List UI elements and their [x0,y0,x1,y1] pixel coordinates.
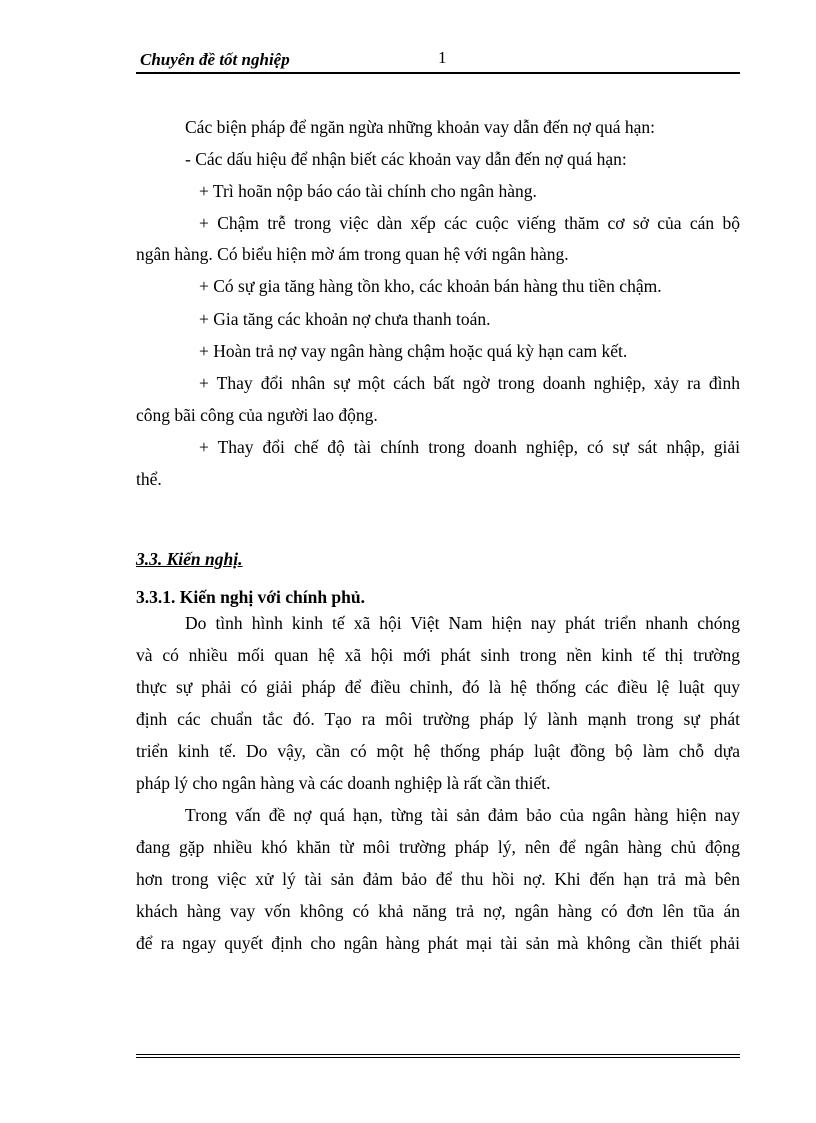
paragraph-line: để ra ngay quyết định cho ngân hàng phát mại tài sản mà không cần thiết phải [136,933,740,953]
paragraph-line: hơn trong việc xử lý tài sản đảm bảo để thu hồi nợ. Khi đến hạn trả mà bên [136,869,740,889]
paragraph-line: thực sự phải có giải pháp để điều chỉnh, đó là hệ thống các điều lệ luật quy [136,677,740,697]
paragraph-line: đang gặp nhiều khó khăn từ môi trường pháp lý, nên để ngân hàng chủ động [136,837,740,857]
body-line: + Chậm trễ trong việc dàn xếp các cuộc viếng thăm cơ sở của cán bộ [199,213,740,233]
body-line: + Thay đổi chế độ tài chính trong doanh nghiệp, có sự sát nhập, giải [199,437,740,457]
paragraph-line: định các chuẩn tắc đó. Tạo ra môi trường pháp lý lành mạnh trong sự phát [136,709,740,729]
body-line: + Trì hoãn nộp báo cáo tài chính cho ngân hàng. [199,181,537,201]
body-line: + Thay đổi nhân sự một cách bất ngờ trong doanh nghiệp, xảy ra đình [199,373,740,393]
paragraph-line: Trong vấn đề nợ quá hạn, từng tài sản đảm bảo của ngân hàng hiện nay [185,805,740,825]
body-line: + Có sự gia tăng hàng tồn kho, các khoản bán hàng thu tiền chậm. [199,276,662,296]
body-line: Các biện pháp để ngăn ngừa những khoản vay dẫn đến nợ quá hạn: [185,117,655,137]
paragraph-line: và có nhiều mối quan hệ xã hội mới phát sinh trong nền kinh tế thị trường [136,645,740,665]
document-title: Chuyên đề tốt nghiệp [140,50,290,69]
paragraph-line: khách hàng vay vốn không có khả năng trả nợ, ngân hàng có đơn lên tũa án [136,901,740,921]
paragraph-line: triển kinh tế. Do vậy, cần có một hệ thống pháp luật đồng bộ làm chỗ dựa [136,741,740,761]
body-line: thể. [136,469,162,489]
header-rule [136,72,740,74]
footer-rule [136,1054,740,1055]
subsection-heading: 3.3.1. Kiến nghị với chính phủ. [136,587,366,607]
section-heading: 3.3. Kiến nghị. [136,549,243,569]
page-number: 1 [438,48,447,67]
body-line: - Các dấu hiệu để nhận biết các khoản vay dẫn đến nợ quá hạn: [185,149,627,169]
page-header [136,48,740,72]
body-line: công bãi công của người lao động. [136,405,378,425]
body-line: + Gia tăng các khoản nợ chưa thanh toán. [199,309,491,329]
paragraph-line: pháp lý cho ngân hàng và các doanh nghiệp là rất cần thiết. [136,773,551,793]
footer-rule [136,1057,740,1058]
body-line: ngân hàng. Có biểu hiện mờ ám trong quan hệ với ngân hàng. [136,244,569,264]
body-line: + Hoàn trả nợ vay ngân hàng chậm hoặc quá kỳ hạn cam kết. [199,341,628,361]
paragraph-line: Do tình hình kinh tế xã hội Việt Nam hiện nay phát triển nhanh chóng [185,613,740,633]
